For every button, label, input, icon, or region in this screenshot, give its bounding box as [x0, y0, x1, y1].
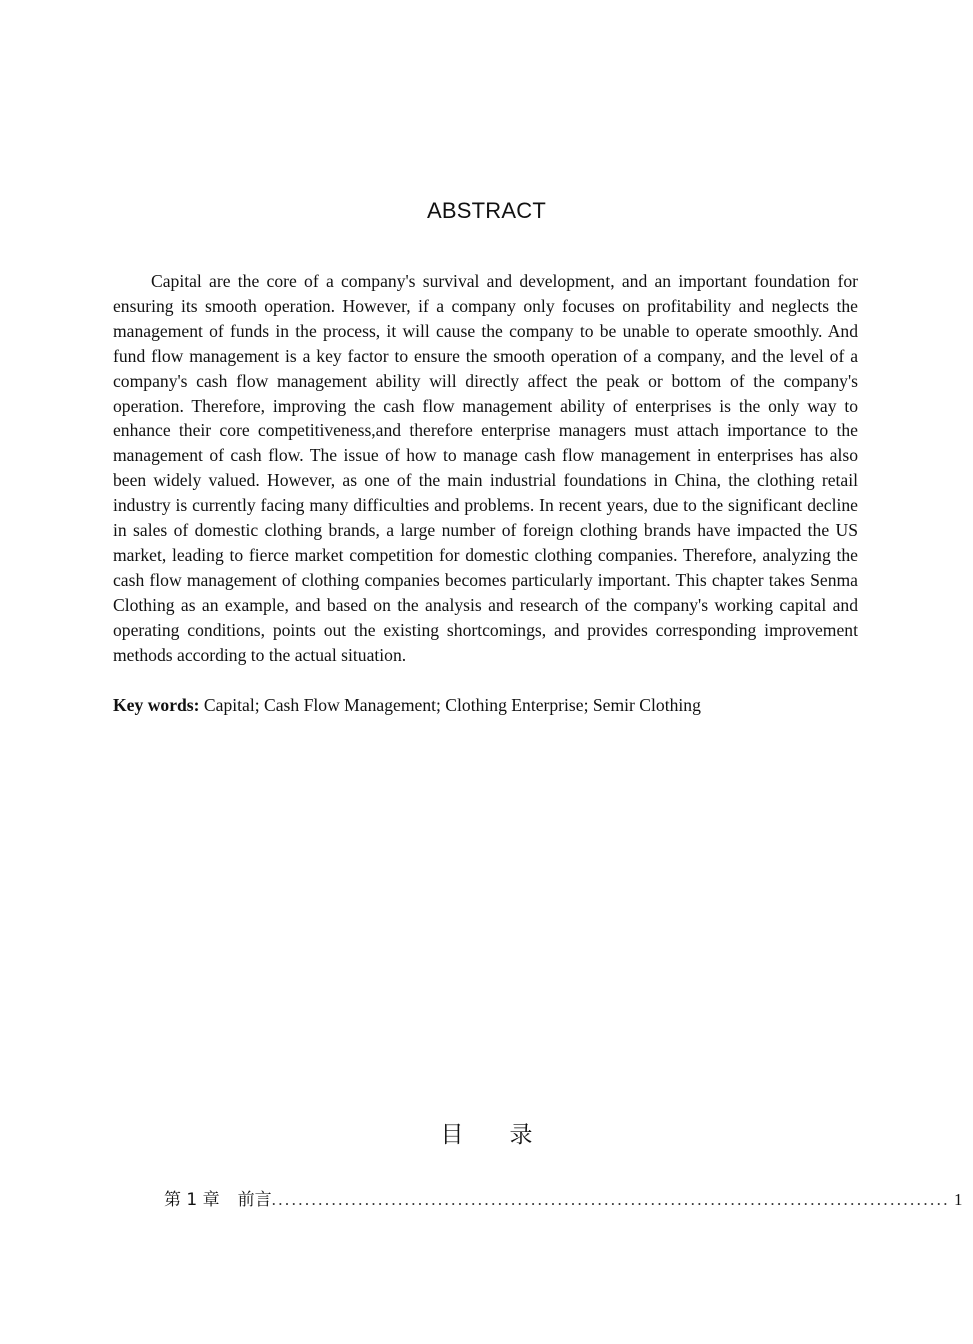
toc-entry-page-number: 1: [953, 1190, 963, 1209]
abstract-body: Capital are the core of a company's survival and development, and an important foundation for ensuring its smooth operation. However, if a company only focuses on profitability and neglects the management of funds in the process, it will cause the company to be unable to operate smoothly. And fund flow management is a key factor to ensure the smooth operation of a company, and the level of a company's cash flow management ability will directly affect the peak or bottom of the company's operation. Therefore, improving the cash flow management ability of enterprises is the only way to enhance their core competitiveness,and therefore enterprise managers must attach importance to the management of cash flow. The issue of how to manage cash flow management in enterprises has also been widely valued. However, as one of the main industrial foundations in China, the clothing retail industry is currently facing many difficulties and problems. In recent years, due to the significant decline in sales of domestic clothing brands, a large number of foreign clothing brands have impacted the US market, leading to fierce market competition for domestic clothing companies. Therefore, analyzing the cash flow management of clothing companies becomes particularly important. This chapter takes Senma Clothing as an example, and based on the analysis and research of the company's working capital and operating conditions, points out the existing shortcomings, and provides corresponding improvement methods according to the actual situation.: [113, 271, 858, 665]
keywords-label: Key words:: [113, 695, 200, 715]
toc-entry[interactable]: [164, 1188, 963, 1212]
toc-entry-chapter: 第 1 章: [164, 1190, 220, 1210]
keywords-value: Capital; Cash Flow Management; Clothing Enterprise; Semir Clothing: [203, 695, 701, 715]
keywords-line: [113, 693, 858, 718]
toc-entry-leader-dots: ......................................................................................................: [271, 1190, 950, 1209]
abstract-title: ABSTRACT: [427, 198, 546, 223]
toc-title: 目录: [440, 1122, 579, 1148]
toc-entry-label: 前言: [237, 1190, 272, 1210]
